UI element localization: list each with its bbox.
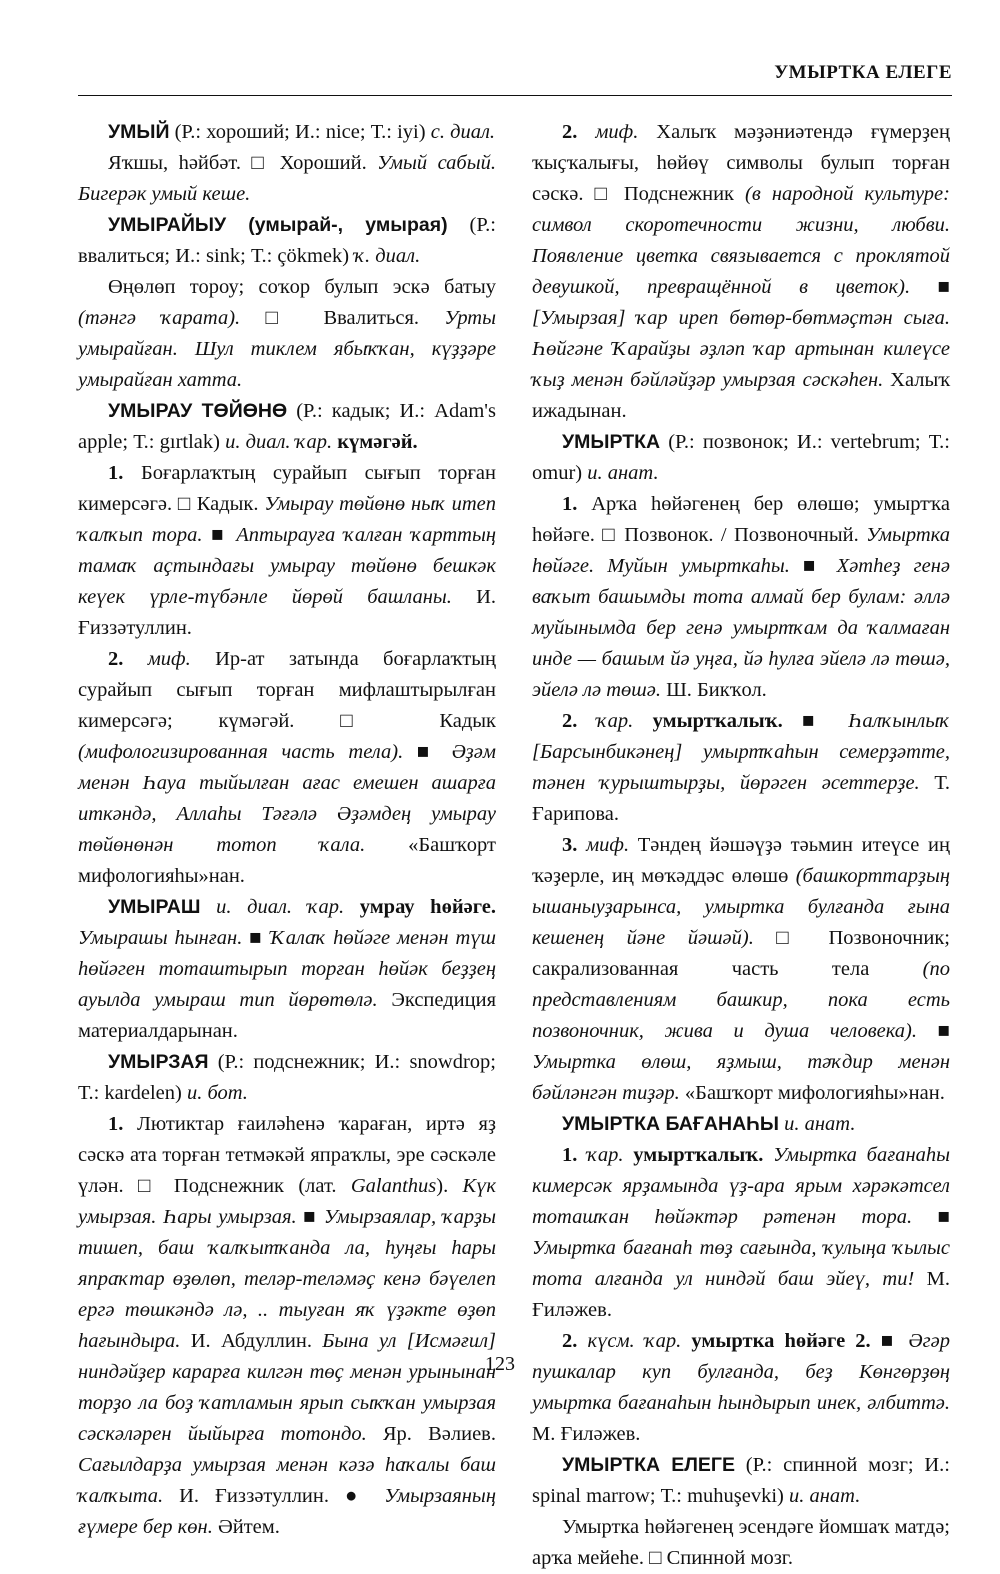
text-run	[123, 648, 147, 670]
entry-paragraph	[532, 427, 950, 489]
text-run	[577, 1330, 587, 1352]
header-rule	[78, 95, 952, 96]
text-run: Халыҡ мәҙәниәтендә ғүмерҙең ҡыҫҡалығы, һөйөү символы булып торған сәскә. □ Подснежник	[532, 121, 950, 205]
text-run: «Башҡорт мифологияһы»нан.	[679, 1082, 945, 1104]
text-run	[577, 1144, 587, 1166]
text-run: Умыртка һөйәгенең эсендәге йомшаҡ матдә; арҡа мейеһе. □ Спинной мозг.	[532, 1516, 950, 1569]
text-run: 1.	[562, 493, 578, 515]
entry-paragraph	[78, 148, 496, 210]
text-run: умыртҡалыҡ.	[633, 710, 783, 732]
text-run: [Умырзая] ҡар иреп бөтөр-бөтмәҫтән сыға. Һөйгәне Ҡарайҙы әҙләп ҡар артынан килеүсе ҡыҙ менән бәйләйҙәр умырзая сәскәһен.	[532, 307, 950, 391]
text-run: Хәтһеҙ генә ваҡыт башымды тота алмай бер булам: әллә муйынымда бер генә умыртҡам да ҡалмаған инде — башым йә уңға, йә һулға эйелә лә төшә, эйелә лә төшә.	[532, 555, 950, 701]
text-run: Т. Ғарипова.	[532, 772, 950, 825]
text-run: Өңөлөп тороу; соҡор булып эскә батыу	[108, 276, 496, 298]
text-run: ■	[789, 555, 837, 577]
text-run: Яҡшы, һәйбәт. □ Хороший.	[108, 152, 378, 174]
text-run: И. Абдуллин.	[180, 1330, 323, 1352]
text-run: ■	[912, 1206, 950, 1228]
text-run: и. анат.	[784, 1113, 856, 1135]
text-run: Умыртка бағанаһы кимерсәк ярҙамында үҙ-ара ярым хәрәкәтсел тоташҡан һөйәктәр рәтенән тора.	[532, 1144, 951, 1228]
entry-paragraph	[78, 1109, 496, 1543]
entry-paragraph	[78, 396, 496, 458]
entry-paragraph	[78, 458, 496, 644]
text-run: Боғарлаҡтың сурайып сығып торған кимерсәгә. □ Кадык.	[78, 462, 496, 515]
headword: УМЫРАУ ТӨЙӨНӨ	[108, 400, 288, 422]
text-run: (Р.: кадык; И.: Adam's apple; Т.: gırtlak)	[78, 400, 496, 453]
text-run: и. анат.	[587, 462, 659, 484]
text-run: Умыртка һөйәге. Муйын умырткаһы.	[532, 524, 950, 577]
headword: УМЫРТКА	[562, 431, 661, 453]
text-run: Күк умырзая. Һары умырзая.	[78, 1175, 496, 1228]
text-run: Һалҡынлыҡ [Барсынбикәнең] умыртҡаһын семерҙәтте, тәнен ҡурыштырҙы, йөрәген әсеттерҙе.	[532, 710, 951, 794]
text-run: 2.	[562, 121, 578, 143]
text-run: (Р.: ввалиться; И.: sink; Т.: çökmek)	[78, 214, 496, 267]
text-run: Сағылдарҙа умырзая менән кәзә һаҡалы баш ҡалҡыта.	[78, 1454, 496, 1507]
headword: УМЫЙ	[108, 121, 170, 143]
text-run: и. диал. ҡар.	[225, 431, 333, 453]
text-run: Экспедиция материалдарынан.	[78, 989, 496, 1042]
text-run: 1.	[108, 462, 124, 484]
text-run: Аптырауға ҡалған ҡарттың тамаҡ аҫтындағы умырау төйөнө бешкәк кеүек үрле-түбәнле йөрөй башланы.	[78, 524, 496, 608]
text-run: (тәнгә ҡарата).	[78, 307, 241, 329]
text-run: Умыртка өлөш, яҙмыш, тәҡдир менән бәйләнгән тиҙәр.	[532, 1051, 950, 1104]
text-run: Урты умырайған. Шул тиклем ябыҡҡан, күҙҙәре умырайған хатта.	[78, 307, 496, 391]
headword: УМЫРАЙЫУ (умырай-, умырая)	[108, 214, 448, 236]
text-run: ■	[870, 1330, 909, 1352]
text-run: умыртҡалыҡ.	[623, 1144, 764, 1166]
text-run: миф.	[595, 121, 639, 143]
text-run: умыртка һөйәге 2.	[681, 1330, 871, 1352]
entry-paragraph	[532, 1512, 950, 1574]
entry-paragraph	[532, 1450, 950, 1512]
text-run: 1.	[562, 1144, 578, 1166]
text-run: миф.	[147, 648, 191, 670]
entry-paragraph	[78, 210, 496, 272]
text-run: миф.	[586, 834, 630, 856]
text-run: Әйтем.	[212, 1516, 280, 1538]
entry-paragraph	[78, 117, 496, 148]
headword: УМЫРТКА БАҒАНАҺЫ	[562, 1113, 779, 1135]
text-run: ■	[916, 1020, 950, 1042]
entry-paragraph	[532, 489, 950, 706]
text-run	[763, 1144, 773, 1166]
left-column	[78, 117, 496, 1543]
text-run	[577, 710, 596, 732]
text-run: Умый сабый. Бигерәк умый кеше.	[78, 152, 496, 205]
running-head: УМЫРТКА ЕЛЕГЕ	[774, 62, 952, 83]
text-run: күмәгәй.	[332, 431, 418, 453]
text-run: (Р.: позвонок; И.: vertebrum; Т.: omur)	[532, 431, 950, 484]
entry-paragraph	[532, 706, 950, 830]
text-run: М. Ғиләжев.	[532, 1268, 951, 1321]
text-run: ҡ. диал.	[354, 245, 421, 267]
text-run: ■	[242, 927, 271, 949]
entry-paragraph	[532, 1140, 950, 1326]
entry-paragraph	[78, 644, 496, 892]
text-run: (Р.: спинной мозг; И.: spinal marrow; Т.: muhuşevki)	[532, 1454, 950, 1507]
text-run: 2.	[108, 648, 124, 670]
text-run: күсм. ҡар.	[587, 1330, 682, 1352]
text-run: Умырзаялар, ҡарҙы тишеп, баш ҡалҡытҡанда ла, һуңғы һары япраҡтар өҙөлөп, теләр-теләмәҫ кенә бәүелеп ергә төшкәндә лә, .. тыуған яҡ үҙәкте өҙөп һағындыра.	[78, 1206, 496, 1352]
text-run: и. анат.	[789, 1485, 861, 1507]
text-run: и. диал. ҡар.	[216, 896, 345, 918]
text-run: Яр. Вәлиев.	[366, 1423, 496, 1445]
text-run: ).	[436, 1175, 463, 1197]
entry-paragraph	[78, 272, 496, 396]
page-number: 123	[485, 1353, 515, 1375]
text-run: Умырашы һынған.	[78, 927, 243, 949]
text-run: (Р.: подснежник; И.: snowdrop; Т.: kardelen)	[78, 1051, 496, 1104]
text-run: ■	[910, 276, 950, 298]
text-run: Ҡалаҡ һөйәге менән түш һөйәген тоташтырып торған һөйәк беҙҙең ауылда умыраш тип йөрөтөлә.	[78, 927, 496, 1011]
text-run: ■	[782, 710, 849, 732]
text-run: «Башҡорт мифологияһы»нан.	[78, 834, 496, 887]
text-run: (по представлениям башкир, пока есть позвоночник, жива и душа человека).	[532, 958, 950, 1042]
entry-paragraph	[532, 1109, 950, 1140]
entry-paragraph	[532, 830, 950, 1109]
headword: УМЫРЗАЯ	[108, 1051, 209, 1073]
text-run: ҡар.	[587, 1144, 624, 1166]
headword: УМЫРАШ	[108, 896, 201, 918]
text-run: Арҡа һөйәгенең бер өлөшө; умыртҡа һөйәге. □ Позвонок. / Позвоночный.	[532, 493, 950, 546]
text-run: Умыртка бағанаһ төҙ сағында, ҡулыңа ҡылыс тота алғанда ул ниндәй баш эйеү, ти!	[532, 1237, 950, 1290]
entry-paragraph	[78, 892, 496, 1047]
entry-paragraph	[532, 117, 950, 427]
text-run: ■	[296, 1206, 324, 1228]
text-run: Умырау төйөнө ныҡ итеп ҡалҡып тора.	[78, 493, 496, 546]
text-run: И. Ғиззәтуллин.	[78, 586, 496, 639]
text-run: □ Ввалиться.	[240, 307, 445, 329]
text-run: Galanthus	[350, 1175, 437, 1197]
text-run: Бына ул [Исмәғил] ниндәйҙер карарға килгән төҫ менән урынынан торҙо ла боҙ ҡатламын ярып сыҡҡан умырзая сәскәләрен йыйырға тотондо.	[78, 1330, 497, 1445]
text-run: ҡар.	[596, 710, 634, 732]
text-run: Халыҡ ижадынан.	[532, 369, 950, 422]
entry-paragraph	[532, 1326, 950, 1450]
text-run	[577, 834, 586, 856]
text-run: (Р.: хороший; И.: nice; Т.: iyi)	[169, 121, 431, 143]
text-run: 2.	[562, 710, 578, 732]
text-run: 2.	[562, 1330, 578, 1352]
text-run	[200, 896, 216, 918]
text-run: 3.	[562, 834, 578, 856]
text-run: Ир-ат затында боғарлаҡтың сурайып сығып торған мифлаштырылған кимерсәгә; күмәгәй. □ Кадык	[78, 648, 496, 732]
text-run	[577, 121, 595, 143]
headword: УМЫРТКА ЕЛЕГЕ	[562, 1454, 735, 1476]
text-run: Умырзаяның ғүмере бер көн.	[78, 1485, 496, 1538]
text-run: ■	[403, 741, 452, 763]
text-run: М. Ғиләжев.	[532, 1423, 641, 1445]
text-run: Тәндең йәшәүҙә тәьмин итеүсе иң ҡәҙерле, иң мөҡәддәс өлөшө	[532, 834, 950, 887]
text-run: (мифологизированная часть тела).	[78, 741, 404, 763]
text-run: Әгәр пушкалар куп булғанда, беҙ Көнгөрҙөң умыртка бағанаһын һындырып инек, әлбиттә.	[532, 1330, 950, 1414]
entry-paragraph	[78, 1047, 496, 1109]
text-run: ■	[202, 524, 237, 546]
text-run: (в народной культуре: символ скоротечности жизни, любви. Появление цветка связывается с проклятой девушкой, превращённой в цветок).	[532, 183, 950, 298]
text-run: Ш. Бикҡол.	[660, 679, 767, 701]
text-run: и. бот.	[186, 1082, 248, 1104]
text-run: И. Ғиззәтуллин. ●	[163, 1485, 385, 1507]
text-run: (башкорттарҙың ышаныуҙарынса, умыртка булғанда ғына кешенең йәне йәшәй).	[532, 865, 950, 949]
text-run: 1.	[108, 1113, 124, 1135]
text-run: Әҙәм менән Һауа тыйылған ағас емешен ашарға иткәндә, Аллаһы Тәғәлә Әҙәмдең умырау төйөнөнән тотоп ҡала.	[78, 741, 496, 856]
text-run: умрау һөйәге.	[344, 896, 496, 918]
text-run: с. диал.	[430, 121, 496, 143]
text-run: Лютиктар ғаиләһенә ҡараған, иртә яҙ сәскә ата торған тетмәкәй япраҡлы, эре сәскәле үлән. □ Подснежник (лат.	[78, 1113, 496, 1197]
text-run: □ Позвоночник; сакрализованная часть тела	[532, 927, 950, 980]
